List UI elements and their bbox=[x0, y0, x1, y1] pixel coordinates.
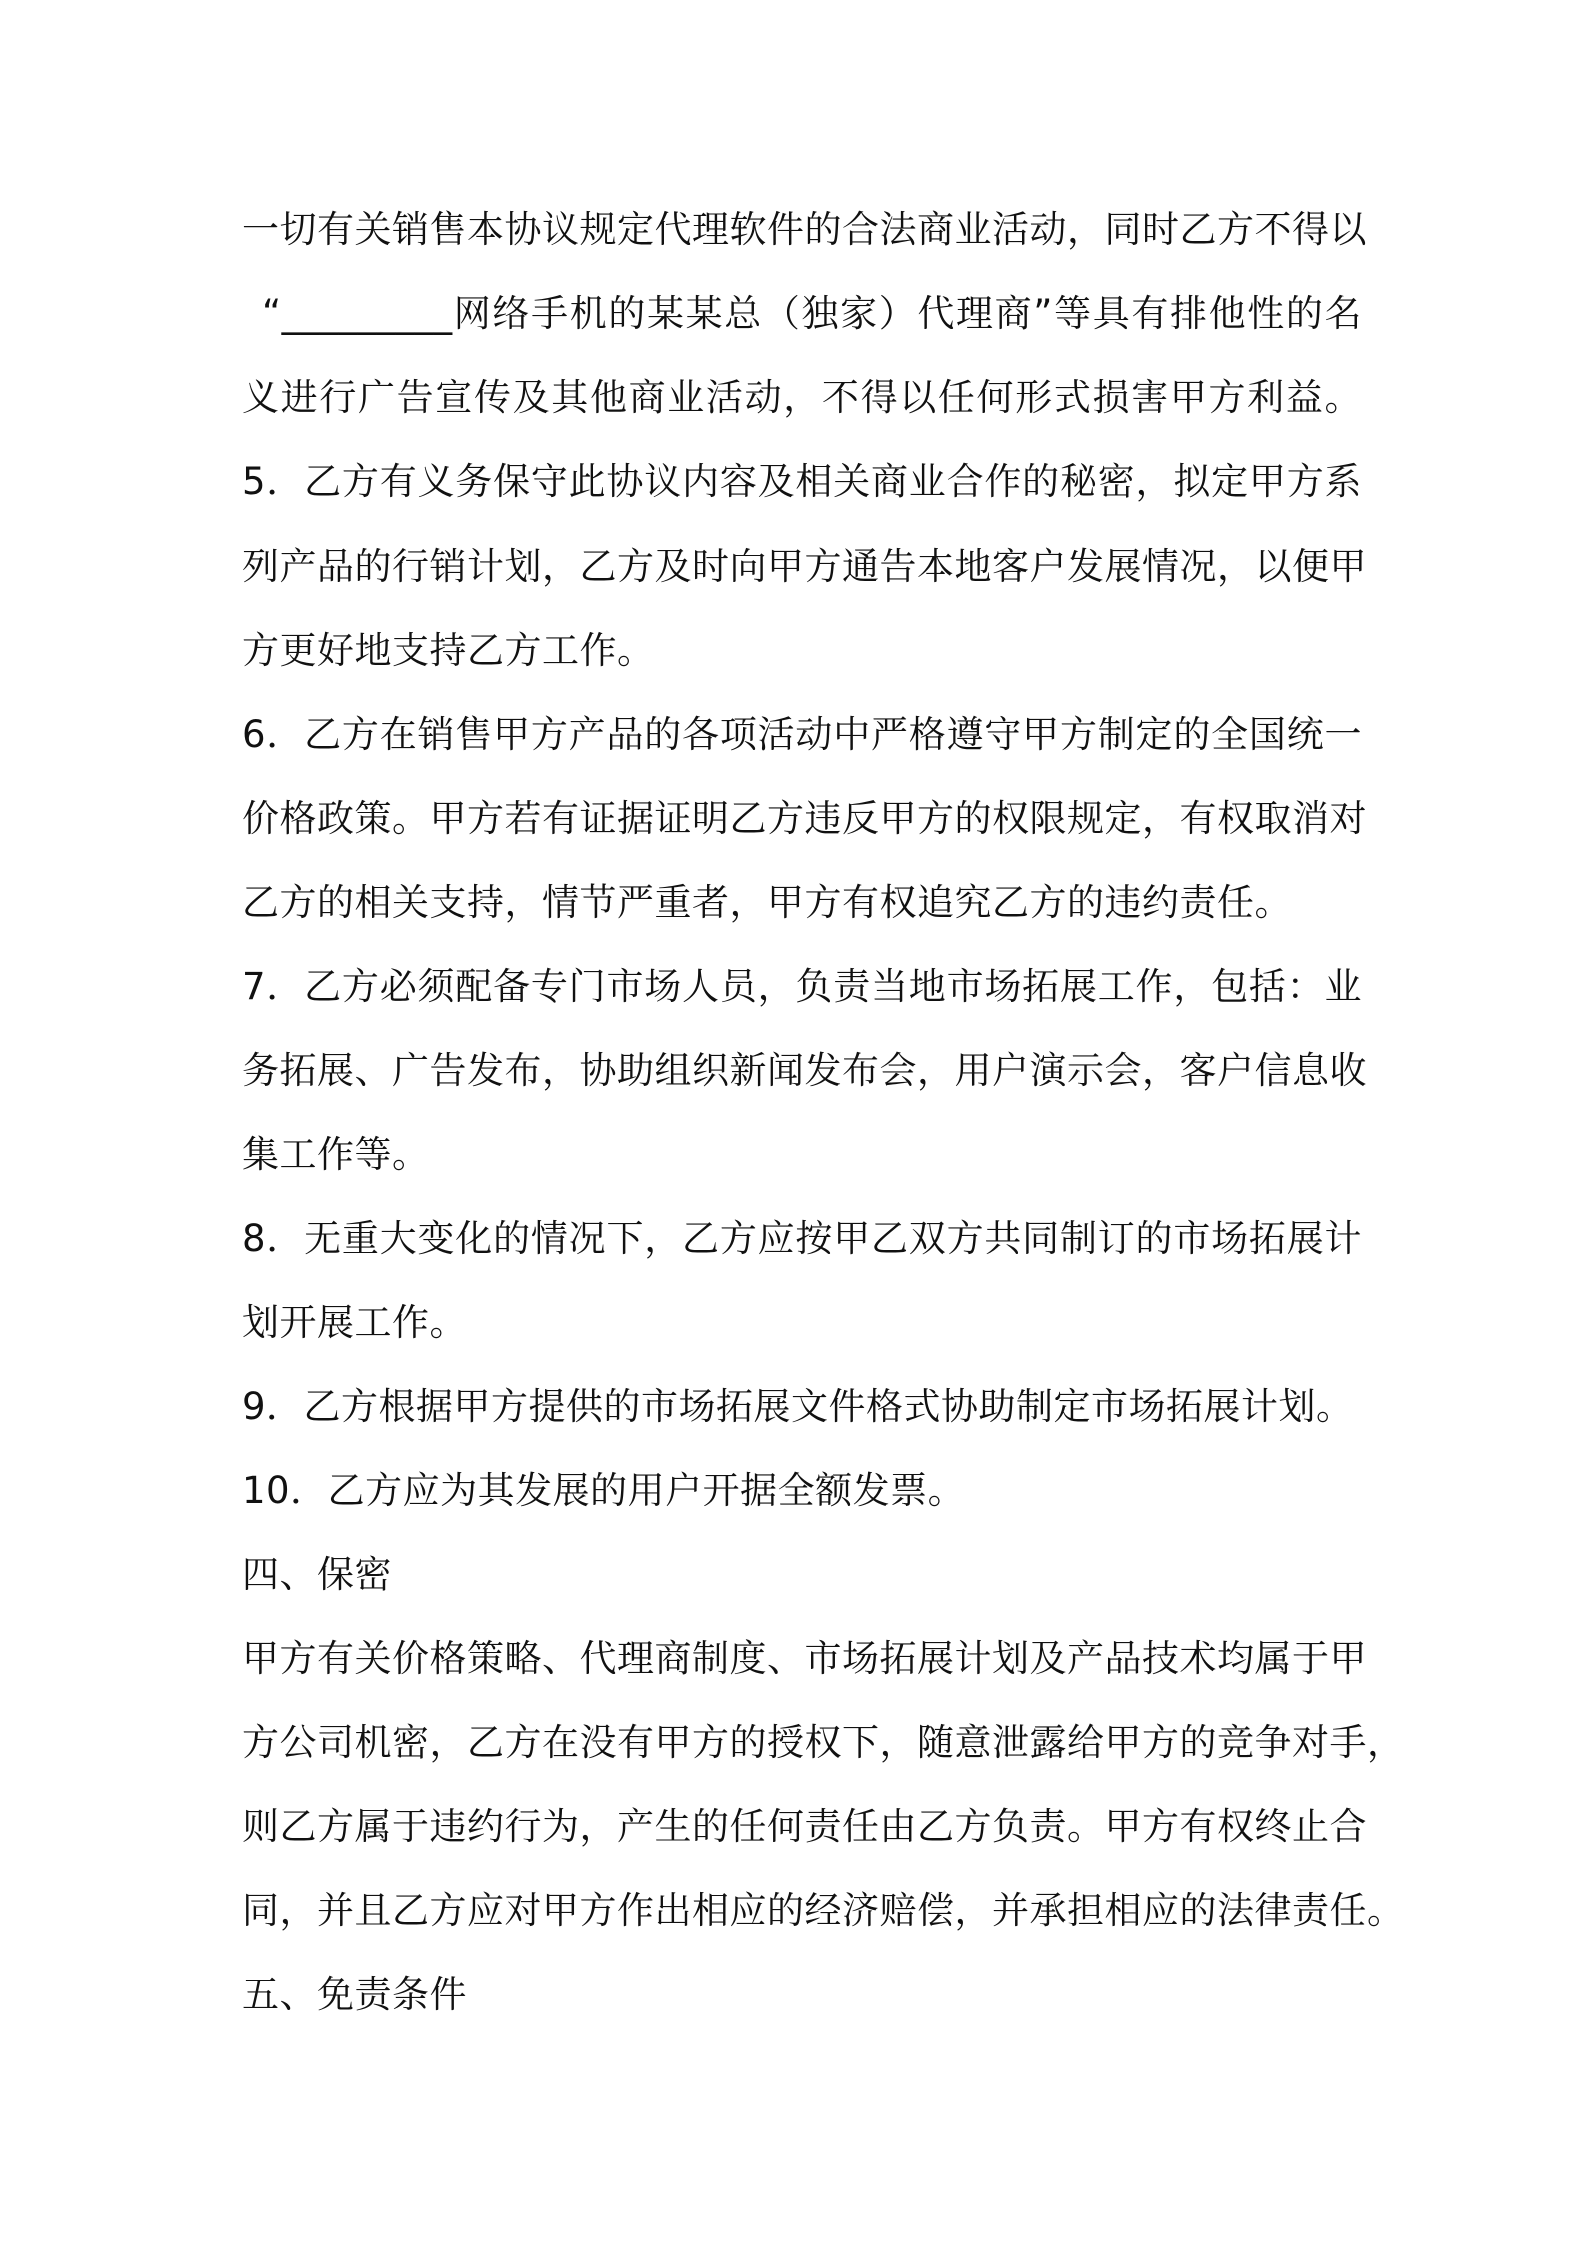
confidentiality-line-1: 甲方有关价格策略、代理商制度、市场拓展计划及产品技术均属于甲 bbox=[242, 1637, 1367, 1680]
text-line-2: “_________网络手机的某某总（独家）代理商”等具有排他性的名 bbox=[262, 292, 1362, 335]
clause-6-line-2: 价格政策。甲方若有证据证明乙方违反甲方的权限规定，有权取消对 bbox=[242, 797, 1367, 840]
text-line-1: 一切有关销售本协议规定代理软件的合法商业活动，同时乙方不得以 bbox=[242, 208, 1367, 251]
clause-5-line-3: 方更好地支持乙方工作。 bbox=[242, 629, 655, 672]
clause-7-line-2: 务拓展、广告发布，协助组织新闻发布会，用户演示会，客户信息收 bbox=[242, 1049, 1367, 1092]
confidentiality-line-4: 同，并且乙方应对甲方作出相应的经济赔偿，并承担相应的法律责任。 bbox=[242, 1889, 1405, 1932]
clause-8-line-1: 8．无重大变化的情况下，乙方应按甲乙双方共同制订的市场拓展计 bbox=[242, 1217, 1362, 1260]
clause-10-line: 10．乙方应为其发展的用户开据全额发票。 bbox=[242, 1469, 966, 1512]
clause-9-line: 9．乙方根据甲方提供的市场拓展文件格式协助制定市场拓展计划。 bbox=[242, 1385, 1354, 1428]
clause-5-line-1: 5．乙方有义务保守此协议内容及相关商业合作的秘密，拟定甲方系 bbox=[242, 460, 1362, 503]
confidentiality-line-3: 则乙方属于违约行为，产生的任何责任由乙方负责。甲方有权终止合 bbox=[242, 1805, 1367, 1848]
confidentiality-line-2: 方公司机密，乙方在没有甲方的授权下，随意泄露给甲方的竞争对手， bbox=[242, 1721, 1405, 1764]
section-4-heading: 四、保密 bbox=[242, 1553, 392, 1596]
clause-6-line-3: 乙方的相关支持，情节严重者，甲方有权追究乙方的违约责任。 bbox=[242, 881, 1292, 924]
section-5-heading: 五、免责条件 bbox=[242, 1973, 467, 2016]
clause-6-line-1: 6．乙方在销售甲方产品的各项活动中严格遵守甲方制定的全国统一 bbox=[242, 713, 1362, 756]
text-line-3: 义进行广告宣传及其他商业活动，不得以任何形式损害甲方利益。 bbox=[242, 376, 1362, 419]
clause-7-line-1: 7．乙方必须配备专门市场人员，负责当地市场拓展工作，包括：业 bbox=[242, 965, 1362, 1008]
clause-5-line-2: 列产品的行销计划，乙方及时向甲方通告本地客户发展情况，以便甲 bbox=[242, 545, 1367, 588]
clause-7-line-3: 集工作等。 bbox=[242, 1133, 430, 1176]
clause-8-line-2: 划开展工作。 bbox=[242, 1301, 467, 1344]
